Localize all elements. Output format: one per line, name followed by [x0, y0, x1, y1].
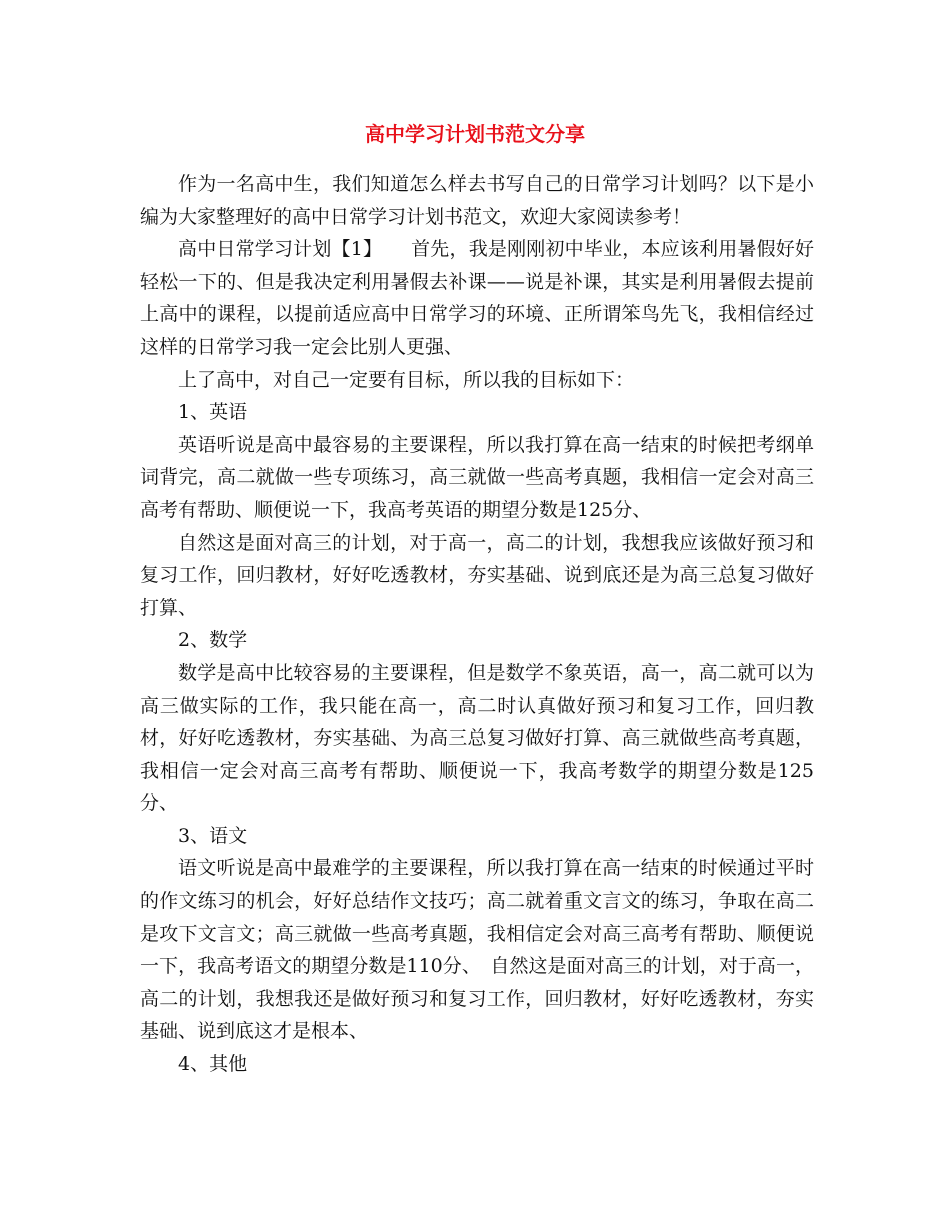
heading-math: 2、数学 — [178, 629, 248, 652]
paragraph-english-2: 自然这是面对高三的计划，对于高一，高二的计划，我想我应该做好预习和复习工作，回归教材，好好吃透教材，夯实基础、说到底还是为高三总复习做好打算、 — [140, 531, 814, 619]
paragraph-math: 数学是高中比较容易的主要课程，但是数学不象英语，高一，高二就可以为高三做实际的工作，我只能在高一，高二时认真做好预习和复习工作，回归教材，好好吃透教材，夯实基础、为高三总复习做好打算、高三就做些高考真题，我相信一定会对高三高考有帮助、顺便说一下，我高考数学的期望分数是125分、 — [140, 661, 814, 815]
paragraph-goals: 上了高中，对自己一定要有目标，所以我的目标如下： — [178, 368, 635, 391]
heading-chinese: 3、语文 — [178, 824, 248, 847]
heading-english: 1、英语 — [178, 401, 248, 424]
heading-other: 4、其他 — [178, 1053, 248, 1076]
paragraph-english: 英语听说是高中最容易的主要课程，所以我打算在高一结束的时候把考纲单词背完，高二就做一些专项练习，高三就做一些高考真题，我相信一定会对高三高考有帮助、顺便说一下，我高考英语的期望分数是125分、 — [140, 433, 814, 521]
document-title: 高中学习计划书范文分享 — [365, 122, 585, 146]
paragraph-chinese: 语文听说是高中最难学的主要课程，所以我打算在高一结束的时候通过平时的作文练习的机会，好好总结作文技巧；高二就着重文言文的练习，争取在高二是攻下文言文；高三就做一些高考真题，我相信定会对高三高考有帮助、顺便说一下，我高考语文的期望分数是110分、 自然这是面对高三的计划，对于高一，高二的计划，我想我还是做好预习和复习工作，回归教材，好好吃透教材，夯实基础、说到底这才是根本、 — [140, 857, 814, 1043]
paragraph-intro: 作为一名高中生，我们知道怎么样去书写自己的日常学习计划吗？以下是小编为大家整理好的高中日常学习计划书范文，欢迎大家阅读参考！ — [140, 173, 814, 228]
document-body — [140, 168, 814, 1081]
paragraph-plan-1: 高中日常学习计划【1】 首先，我是刚刚初中毕业，本应该利用暑假好好轻松一下的、但是我决定利用暑假去补课——说是补课，其实是利用暑假去提前上高中的课程，以提前适应高中日常学习的环境、正所谓笨鸟先飞，我相信经过这样的日常学习我一定会比别人更强、 — [140, 238, 814, 358]
